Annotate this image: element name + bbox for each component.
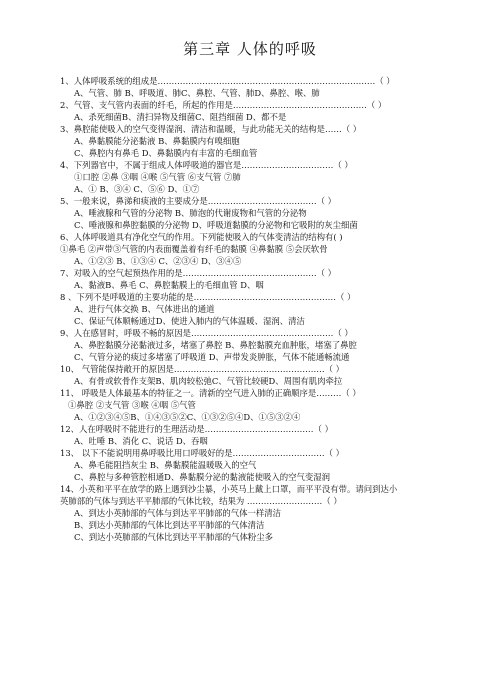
text-line: A、有骨或软骨作支架B、肌肉较松弛C、气管比较硬D、周围有肌肉牵拉	[74, 376, 343, 386]
text-line: 14、小英和平平在放学的路上遇到沙尘暴，小英马上戴上口罩，而平平没有带。请问到达小	[60, 484, 398, 494]
text-line: ①鼻毛 ②声带③气管的内表面覆盖着有纤毛的黏膜 ④鼻黏膜 ⑤会厌软骨	[60, 244, 328, 254]
text-line: A、气管、肺 B、呼吸道、肺C、鼻腔、气管、肺D、鼻腔、喉、肺	[74, 88, 320, 98]
text-line: A、唾液腺和气管的分泌物 B、肺泡的代谢废物和气管的分泌物	[74, 208, 307, 218]
text-line: 5、一般来说，鼻涕和痰液的主要成分是…………………………………（ ）	[60, 196, 336, 206]
text-line: A、① B、③④ C、⑤⑥ D、①⑦	[74, 184, 200, 194]
text-line: C、鼻腔内有鼻毛 D、鼻黏膜内有丰富的毛细血管	[74, 148, 258, 158]
question-list	[60, 75, 472, 543]
text-line: 2、气管、支气管内表面的纤毛，所起的作用是…………………………………………（ ）	[60, 100, 387, 110]
text-line: C、唾液腺和鼻腔黏膜的分泌物 D、呼吸道黏膜的分泌物和它吸附的灰尘细菌	[74, 220, 358, 230]
text-line: 1、人体呼吸系统的组成是……………………………………………………………………（ ）	[60, 76, 395, 86]
text-line: 6、人体呼吸道具有净化空气的作用。下列能使吸入的气体变清洁的结构有( )	[60, 232, 343, 242]
text-line: 12、人在呼吸时不能进行的生理活动是…………………………………（ ）	[60, 424, 333, 434]
text-line: 11、 呼吸是人体最基本的特征之一。清新的空气进入肺的正确顺序是………（ ）	[60, 388, 361, 398]
text-line: A、①②③④⑤B、①④③⑤②C、①③②⑤④D、①⑤③②④	[74, 412, 301, 422]
text-line: A、到达小英肺部的气体与到达平平肺部的气体一样清洁	[74, 508, 282, 518]
text-line: 13、 以下不能说明用鼻呼吸比用口呼吸好的是……………………………（ ）	[60, 448, 344, 458]
text-line: ①口腔 ②鼻 ③咽 ④喉 ⑤气管 ⑥支气管 ⑦肺	[74, 172, 241, 182]
text-line: ①鼻腔 ②支气管 ③喉 ④咽 ⑤气管	[68, 400, 196, 410]
text-line: C、鼻腔与多种管腔相通D、鼻黏膜分泌的黏液能使吸入的空气变湿润	[74, 472, 330, 482]
text-line: A、鼻黏膜能分泌黏液 B、鼻黏膜内有嗅细胞	[74, 136, 240, 146]
text-line: A、鼻毛能阻挡灰尘 B、鼻黏膜能温暖吸入的空气	[74, 460, 257, 470]
text-line: A、鼻腔黏膜分泌黏液过多，堵塞了鼻腔 B、鼻腔黏膜充血肿胀，堵塞了鼻腔	[74, 340, 357, 350]
page-title: 第三章 人体的呼吸	[183, 40, 317, 58]
text-line: 8 、下列不是呼吸道的主要功能的是……………………………………………（ ）	[60, 292, 356, 302]
text-line: 英肺部的气体与到达平平肺部的气体比较，结果为 ………………………（ ）	[60, 496, 342, 506]
text-line: A、①②③ B、①③④ C、②③④ D、③④⑤	[74, 256, 242, 266]
text-line: C、保证气体顺畅通过D、使进入肺内的气体温暖、湿润、清洁	[74, 316, 305, 326]
text-line: A、杀死细菌B、清扫异物及细菌C、阻挡细菌 D、都不是	[74, 112, 287, 122]
text-line: A、黏液B、鼻毛 C、鼻腔黏膜上的毛细血管 D、咽	[74, 280, 264, 290]
text-line: A、吐唾 B、消化 C、说话 D、吞咽	[74, 436, 208, 446]
text-line: B、到达小英肺部的气体比到达平平肺部的气体清洁	[74, 520, 265, 530]
text-line: 3、鼻腔能使吸入的空气变得湿润、清洁和温暖，与此功能无关的结构是……（ ）	[60, 124, 362, 134]
text-line: 7、对吸入的空气起预热作用的是…………………………………………（ ）	[60, 268, 336, 278]
text-line: 9、人在感冒时，呼吸不畅的原因是……………………………………………（ ）	[60, 328, 353, 338]
text-line: 10、 气管能保持敞开的原因是………………………………………………（ ）	[60, 364, 344, 374]
text-line: C、气管分泌的痰过多堵塞了呼吸道 D、声带发炎肿胀，气体不能通畅流通	[74, 352, 350, 362]
text-line: A、进行气体交换 B、气体进出的通道	[74, 304, 215, 314]
text-line: 4、下列器官中，不属于组成人体呼吸道的器官是……………………………（ ）	[60, 160, 353, 170]
text-line: C、到达小英肺部的气体比到达平平肺部的气体粉尘多	[74, 532, 274, 542]
